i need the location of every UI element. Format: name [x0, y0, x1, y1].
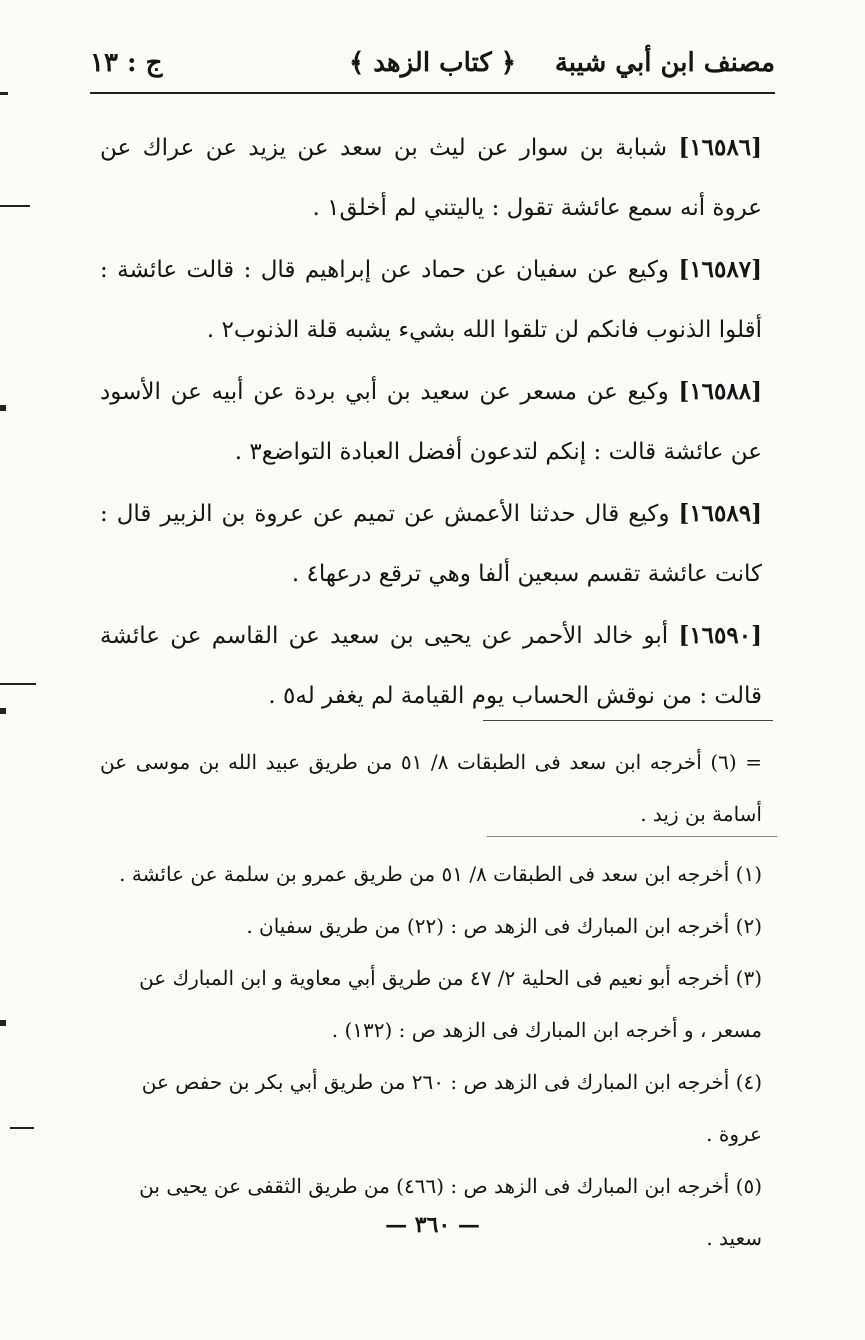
page-header [90, 40, 775, 90]
hadith-number: [١٦٥٩٠] [678, 622, 762, 649]
scan-mark [0, 92, 8, 95]
hadith-16587 [100, 240, 762, 360]
hadith-16588 [100, 362, 762, 482]
page-number: — ٣٦٠ — [385, 1212, 480, 1238]
scan-mark [0, 205, 30, 207]
footnote-4: (٤) أخرجه ابن المبارك فى الزهد ص : ٢٦٠ من طريق أبي بكر بن حفص عن عروة . [141, 1070, 762, 1146]
continued-footnote: = (٦) أخرجه ابن سعد فى الطبقات ٨/ ٥١ من طريق عبيد الله بن موسى عن أسامة بن زيد . [100, 750, 762, 826]
hadith-text: وكيع قال حدثنا الأعمش عن تميم عن عروة بن الزبير قال : كانت عائشة تقسم سبعين ألفا وهي ترقع درعها٤ . [100, 501, 762, 587]
hadith-16590 [100, 606, 762, 726]
hadith-number: [١٦٥٨٨] [678, 378, 762, 405]
footnote-separator-2 [487, 836, 777, 837]
scan-mark [0, 405, 6, 411]
book-title: مصنف ابن أبي شيبة [554, 48, 775, 78]
hadith-text: وكيع عن سفيان عن حماد عن إبراهيم قال : قالت عائشة : أقلوا الذنوب فانكم لن تلقوا الله بشيء يشبه قلة الذنوب٢ . [100, 257, 762, 343]
hadith-list [100, 118, 762, 728]
footnote-1: (١) أخرجه ابن سعد فى الطبقات ٨/ ٥١ من طريق عمرو بن سلمة عن عائشة . [119, 862, 762, 886]
hadith-16589 [100, 484, 762, 604]
hadith-text: وكيع عن مسعر عن سعيد بن أبي بردة عن أبيه عن الأسود عن عائشة قالت : إنكم لتدعون أفضل العبادة التواضع٣ . [100, 379, 762, 465]
hadith-number: [١٦٥٨٧] [678, 256, 762, 283]
footnote-5: (٥) أخرجه ابن المبارك فى الزهد ص : (٤٦٦) من طريق الثقفى عن يحيى بن سعيد . [139, 1174, 762, 1250]
scan-mark [0, 1020, 6, 1026]
hadith-text: أبو خالد الأحمر عن يحيى بن سعيد عن القاسم عن عائشة قالت : من نوقش الحساب يوم القيامة لم يغفر له٥ . [100, 623, 762, 709]
footnote-3: (٣) أخرجه أبو نعيم فى الحلية ٢/ ٤٧ من طريق أبي معاوية و ابن المبارك عن مسعر ، و أخرجه ابن المبارك فى الزهد ص : (١٣٢) . [139, 966, 762, 1042]
hadith-16586 [100, 118, 762, 238]
footnotes [100, 848, 762, 1264]
chapter-title: ﴿ كتاب الزهد ﴾ [348, 48, 517, 78]
hadith-number: [١٦٥٨٩] [678, 500, 762, 527]
scan-mark [0, 683, 36, 685]
footnote-separator [483, 720, 773, 721]
hadith-number: [١٦٥٨٦] [678, 134, 762, 161]
scan-mark [0, 708, 6, 714]
scan-mark [10, 1127, 34, 1129]
footnote-2: (٢) أخرجه ابن المبارك فى الزهد ص : (٢٢) من طريق سفيان . [246, 914, 762, 938]
volume-number: ج : ١٣ [90, 48, 163, 78]
header-rule [90, 92, 775, 94]
hadith-text: شبابة بن سوار عن ليث بن سعد عن يزيد عن عراك عن عروة أنه سمع عائشة تقول : ياليتني لم أخلق١ . [100, 135, 762, 221]
